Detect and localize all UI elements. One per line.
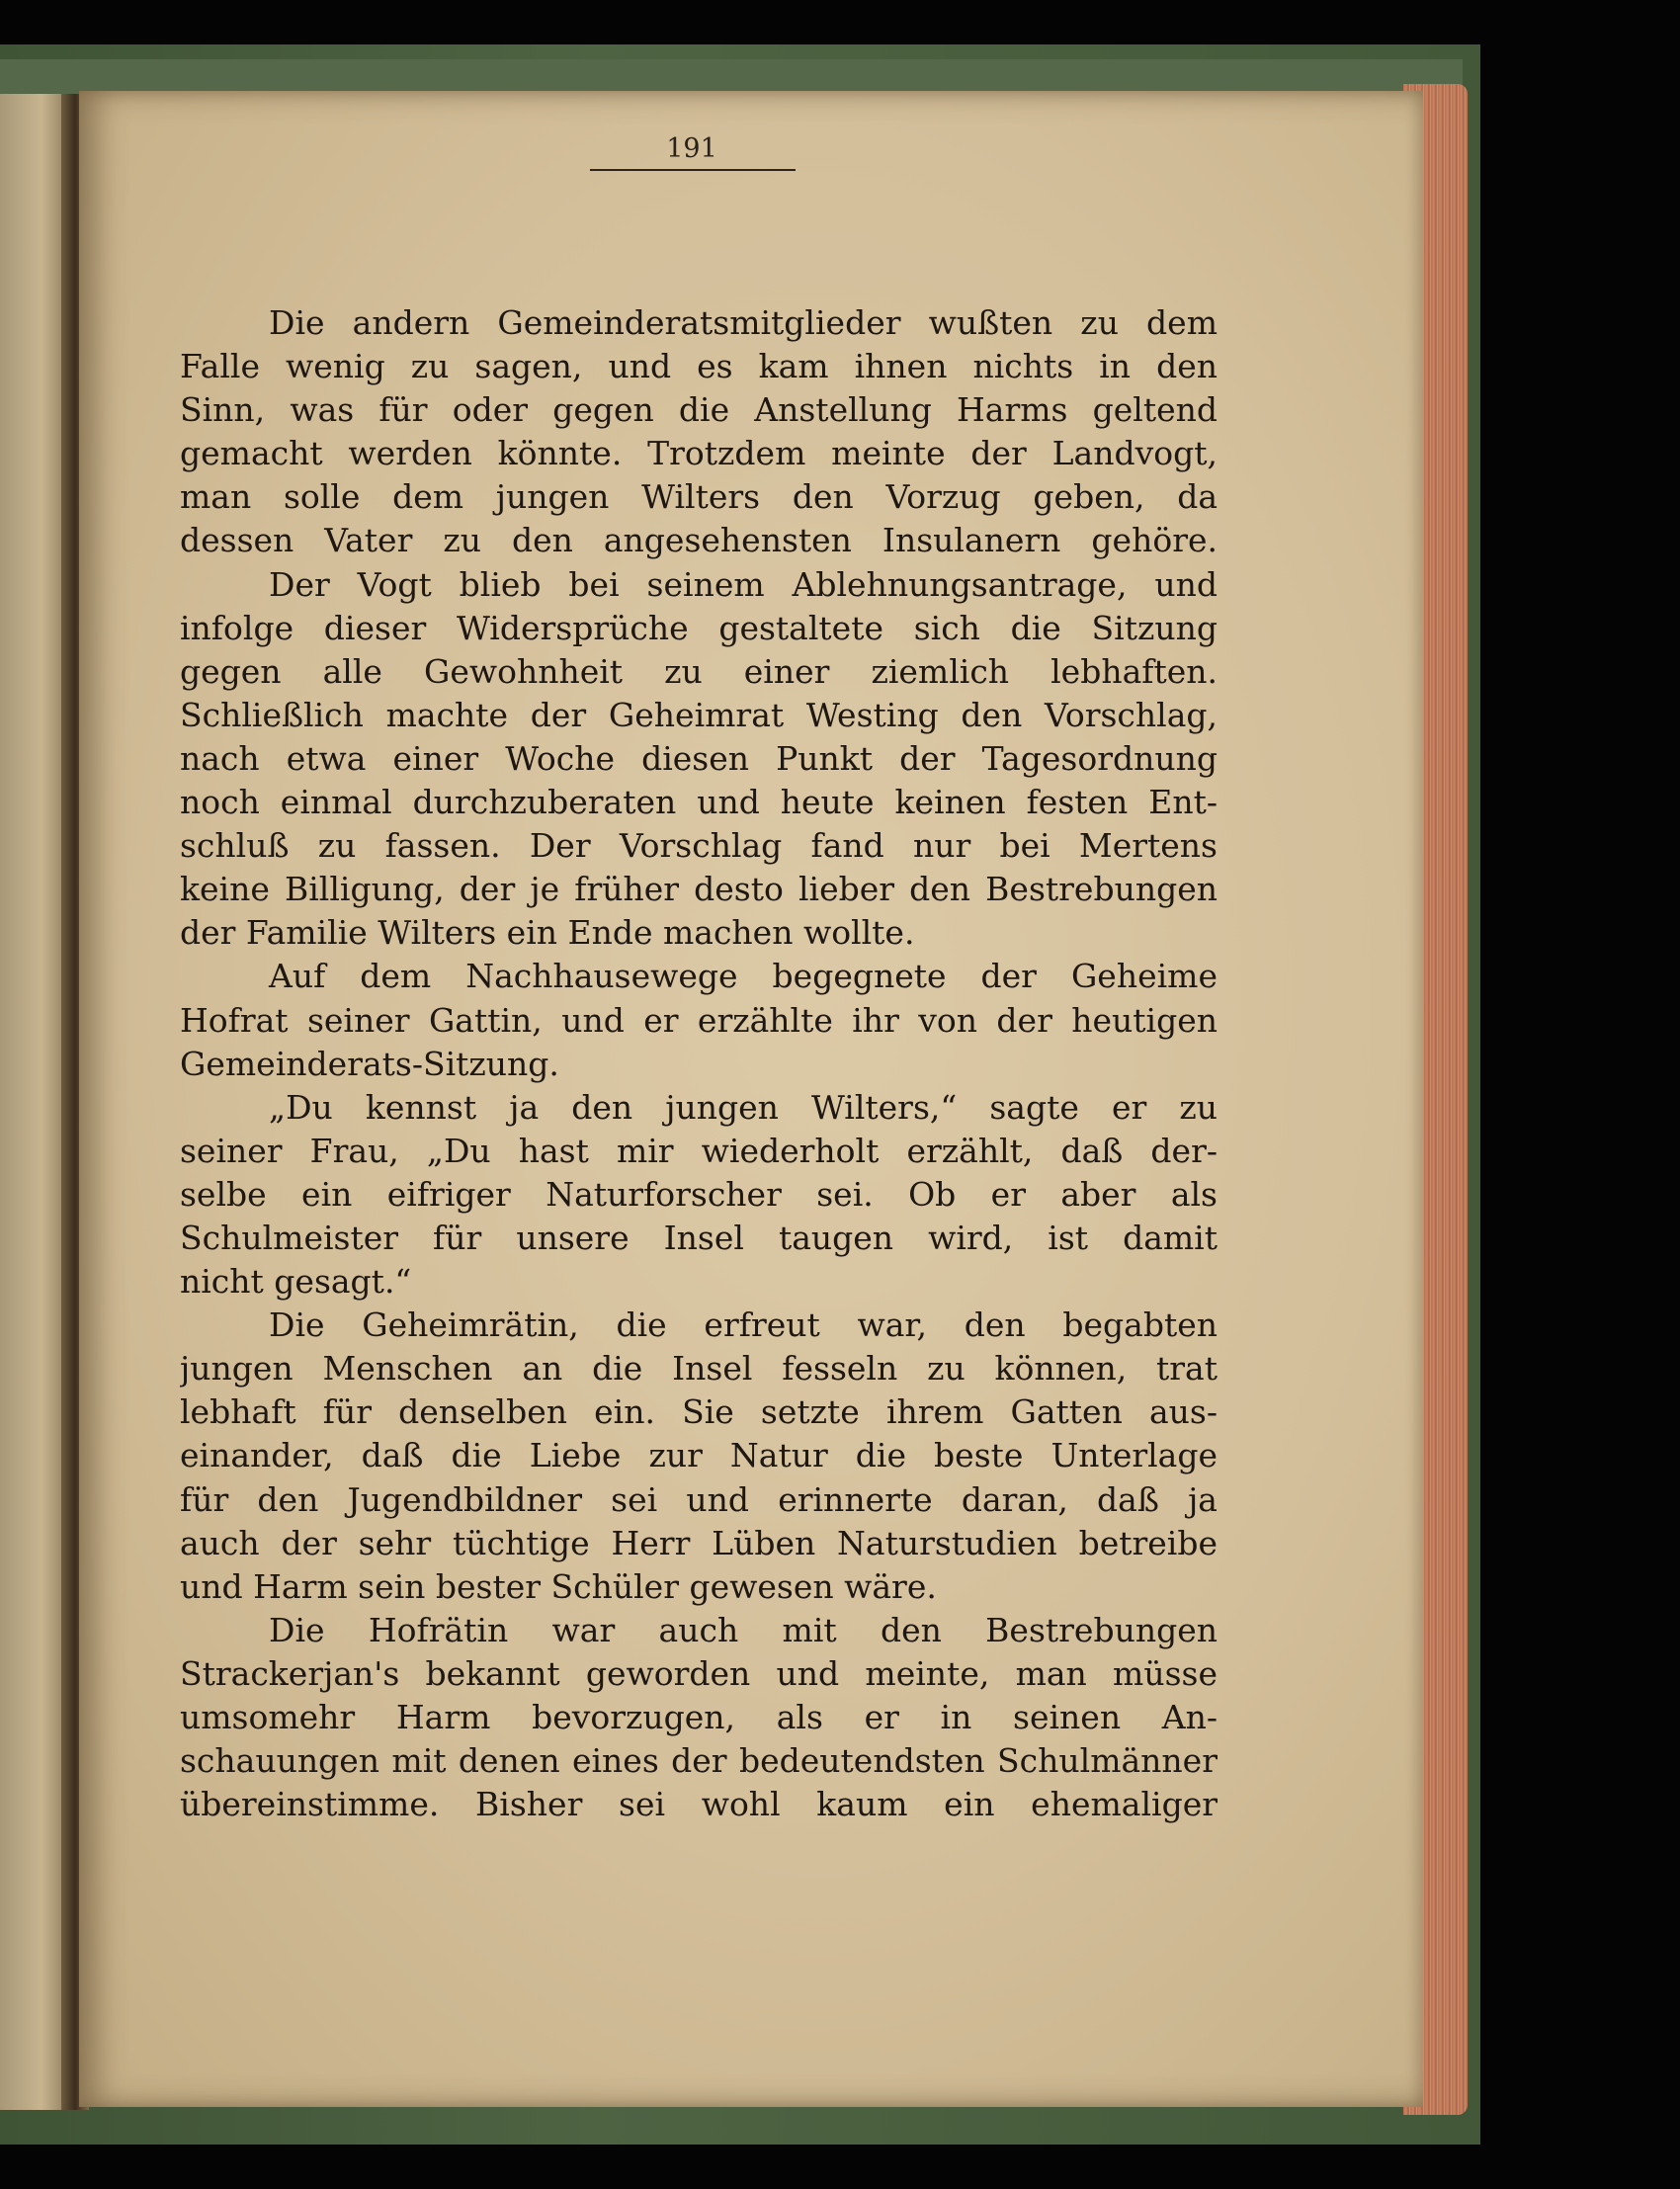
text-line: schauungen mit denen eines der bedeutendsten Schulmänner bbox=[180, 1741, 1218, 1781]
text-line: lebhaft für denselben ein. Sie setzte ihrem Gatten aus- bbox=[180, 1392, 1218, 1432]
text-line: Die andern Gemeinderatsmitglieder wußten zu dem bbox=[269, 303, 1218, 342]
text-line: Falle wenig zu sagen, und es kam ihnen nichts in den bbox=[180, 347, 1218, 386]
text-line: jungen Menschen an die Insel fesseln zu können, trat bbox=[180, 1349, 1218, 1389]
previous-page-edge bbox=[0, 94, 69, 2110]
text-line: Sinn, was für oder gegen die Anstellung Harms geltend bbox=[180, 390, 1218, 430]
text-line: und Harm sein bester Schüler gewesen wäre. bbox=[180, 1566, 937, 1606]
text-line: selbe ein eifriger Naturforscher sei. Ob er aber als bbox=[180, 1174, 1218, 1214]
text-line: gemacht werden könnte. Trotzdem meinte der Landvogt, bbox=[180, 434, 1218, 473]
text-line: schluß zu fassen. Der Vorschlag fand nur bei Mertens bbox=[180, 826, 1218, 866]
text-line: Gemeinderats-Sitzung. bbox=[180, 1044, 559, 1083]
text-line: Auf dem Nachhausewege begegnete der Geheime bbox=[269, 957, 1218, 996]
text-line: Hofrat seiner Gattin, und er erzählte ihr von der heutigen bbox=[180, 1000, 1218, 1040]
text-line: „Du kennst ja den jungen Wilters,“ sagte er zu bbox=[269, 1087, 1218, 1127]
page-number: 191 bbox=[666, 133, 717, 164]
text-line: man solle dem jungen Wilters den Vorzug geben, da bbox=[180, 477, 1218, 517]
text-line: Schulmeister für unsere Insel taugen wird, ist damit bbox=[180, 1218, 1218, 1257]
text-line: für den Jugendbildner sei und erinnerte daran, daß ja bbox=[180, 1479, 1218, 1519]
page-text bbox=[180, 301, 1218, 1826]
text-line: einander, daß die Liebe zur Natur die beste Unterlage bbox=[180, 1436, 1218, 1475]
text-line: noch einmal durchzuberaten und heute keinen festen Ent- bbox=[180, 783, 1218, 822]
text-line: Schließlich machte der Geheimrat Westing den Vorschlag, bbox=[180, 695, 1218, 734]
text-line: nach etwa einer Woche diesen Punkt der Tagesordnung bbox=[180, 738, 1218, 778]
text-line: der Familie Wilters ein Ende machen wollte. bbox=[180, 913, 915, 953]
text-line: Der Vogt blieb bei seinem Ablehnungsantrage, und bbox=[269, 564, 1218, 604]
text-line: umsomehr Harm bevorzugen, als er in seinen An- bbox=[180, 1698, 1218, 1736]
text-line: dessen Vater zu den angesehensten Insulanern gehöre. bbox=[180, 521, 1218, 560]
text-line: Die Geheimrätin, die erfreut war, den begabten bbox=[269, 1305, 1218, 1345]
text-line: übereinstimme. Bisher sei wohl kaum ein ehemaliger bbox=[180, 1785, 1218, 1824]
text-line: Strackerjan's bekannt geworden und meinte, man müsse bbox=[180, 1653, 1218, 1693]
text-line: nicht gesagt.“ bbox=[180, 1262, 412, 1302]
text-line: gegen alle Gewohnheit zu einer ziemlich lebhaften. bbox=[180, 651, 1218, 691]
text-line: Die Hofrätin war auch mit den Bestrebungen bbox=[269, 1610, 1218, 1649]
text-line: auch der sehr tüchtige Herr Lüben Naturstudien betreibe bbox=[180, 1523, 1218, 1562]
text-line: seiner Frau, „Du hast mir wiederholt erzählt, daß der- bbox=[180, 1131, 1218, 1170]
text-line: infolge dieser Widersprüche gestaltete sich die Sitzung bbox=[180, 608, 1218, 647]
text-line: keine Billigung, der je früher desto lieber den Bestrebungen bbox=[180, 870, 1218, 909]
header-rule bbox=[590, 169, 796, 171]
